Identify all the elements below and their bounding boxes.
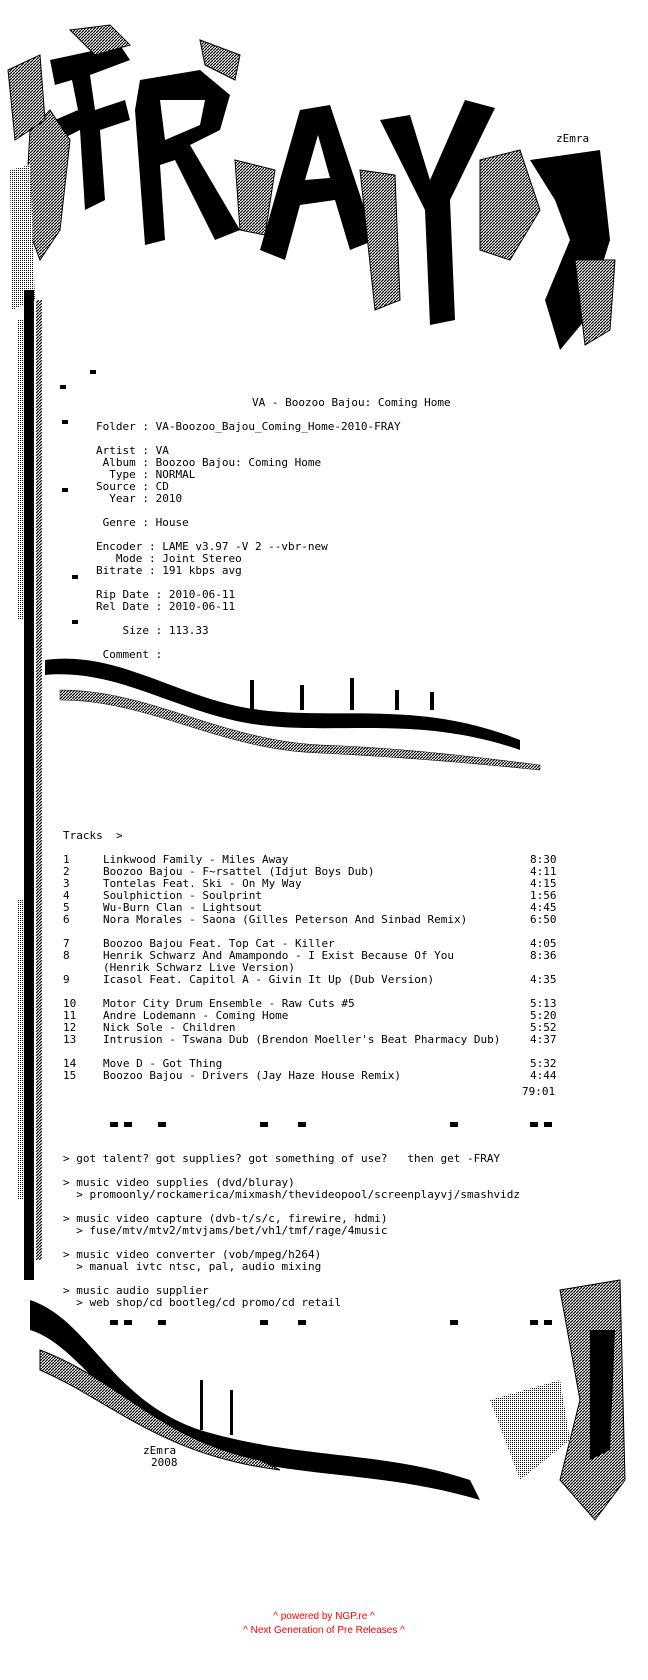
info-line: Album : Boozoo Bajou: Coming Home: [96, 456, 322, 469]
info-line: Encoder : LAME v3.97 -V 2 --vbr-new: [96, 540, 328, 553]
ad-line: > got talent? got supplies? got something of use? then get -FRAY: [63, 1152, 501, 1165]
info-line: Genre : House: [96, 516, 189, 529]
total-runtime: 79:01: [522, 1085, 556, 1098]
ad-line: > web shop/cd bootleg/cd promo/cd retail: [63, 1296, 342, 1309]
track-title: Intrusion - Tswana Dub (Brendon Moeller's Beat Pharmacy Dub): [103, 1033, 501, 1046]
tracks-header: Tracks >: [63, 829, 123, 842]
track-row: [63, 1034, 583, 1058]
ad-line: > music video capture (dvb-t/s/c, firewire, hdmi): [63, 1212, 388, 1225]
track-duration: 4:11: [530, 865, 557, 878]
track-duration: 4:37: [530, 1033, 557, 1046]
info-line: Type : NORMAL: [96, 468, 196, 481]
track-title: Boozoo Bajou Feat. Top Cat - Killer: [103, 937, 335, 950]
wave-divider: [45, 659, 540, 770]
track-title: Andre Lodemann - Coming Home: [103, 1009, 289, 1022]
track-duration: 4:05: [530, 937, 557, 950]
track-title: Henrik Schwarz And Amampondo - I Exist Because Of You (Henrik Schwarz Live Version): [103, 949, 454, 974]
track-duration: 1:56: [530, 889, 557, 902]
track-number: 2: [63, 865, 70, 878]
ad-line: > music video supplies (dvd/bluray): [63, 1176, 295, 1189]
ad-line: > music video converter (vob/mpeg/h264): [63, 1248, 322, 1261]
track-title: Soulphiction - Soulprint: [103, 889, 262, 902]
track-title: Nora Morales - Saona (Gilles Peterson And Sinbad Remix): [103, 913, 468, 926]
info-line: Size : 113.33: [96, 624, 209, 637]
track-row: [63, 914, 583, 938]
ad-line: > music audio supplier: [63, 1284, 209, 1297]
artist-tag-bottom: zEmra: [143, 1444, 177, 1457]
track-title: Tontelas Feat. Ski - On My Way: [103, 877, 302, 890]
track-number: 4: [63, 889, 70, 902]
track-duration: 8:30: [530, 853, 557, 866]
release-title: VA - Boozoo Bajou: Coming Home: [252, 396, 451, 409]
left-border: [18, 290, 42, 1280]
track-number: 8: [63, 949, 70, 962]
track-number: 10: [63, 997, 77, 1010]
track-duration: 5:20: [530, 1009, 557, 1022]
bottom-swoosh: [30, 1280, 625, 1520]
track-title: Icasol Feat. Capitol A - Givin It Up (Dub Version): [103, 973, 435, 986]
track-duration: 5:32: [530, 1057, 557, 1070]
info-line: Artist : VA: [96, 444, 169, 457]
artist-tag-year: 2008: [151, 1456, 178, 1469]
track-number: 1: [63, 853, 70, 866]
release-info-block: [96, 421, 401, 661]
scatter-dots: [60, 370, 96, 624]
track-duration: 4:35: [530, 973, 557, 986]
track-duration: 4:45: [530, 901, 557, 914]
track-row: [63, 950, 583, 974]
track-number: 7: [63, 937, 70, 950]
track-number: 11: [63, 1009, 77, 1022]
track-title: Move D - Got Thing: [103, 1057, 223, 1070]
info-line: Year : 2010: [96, 492, 183, 505]
info-line: Folder : VA-Boozoo_Bajou_Coming_Home-2010-FRAY: [96, 420, 401, 433]
track-title: Wu-Burn Clan - Lightsout: [103, 901, 262, 914]
track-title: Motor City Drum Ensemble - Raw Cuts #5: [103, 997, 355, 1010]
info-line: Rip Date : 2010-06-11: [96, 588, 236, 601]
track-title: Boozoo Bajou - F~rsattel (Idjut Boys Dub): [103, 865, 375, 878]
ad-line: > manual ivtc ntsc, pal, audio mixing: [63, 1260, 322, 1273]
track-row: [63, 1070, 583, 1082]
track-number: 6: [63, 913, 70, 926]
track-row: [63, 974, 583, 998]
track-duration: 8:36: [530, 949, 557, 962]
track-duration: 4:44: [530, 1069, 557, 1082]
track-title: Nick Sole - Children: [103, 1021, 236, 1034]
track-number: 14: [63, 1057, 77, 1070]
info-line: Mode : Joint Stereo: [96, 552, 242, 565]
track-title: Boozoo Bajou - Drivers (Jay Haze House Remix): [103, 1069, 402, 1082]
track-number: 3: [63, 877, 70, 890]
track-title: Linkwood Family - Miles Away: [103, 853, 289, 866]
track-number: 12: [63, 1021, 77, 1034]
footer-tagline: ^ Next Generation of Pre Releases ^: [243, 1625, 405, 1636]
ad-line: > promoonly/rockamerica/mixmash/thevideopool/screenplayvj/smashvidz: [63, 1188, 520, 1201]
track-duration: 4:15: [530, 877, 557, 890]
ad-line: > fuse/mtv/mtv2/mtvjams/bet/vh1/tmf/rage/4music: [63, 1224, 388, 1237]
info-line: Bitrate : 191 kbps avg: [96, 564, 242, 577]
track-duration: 6:50: [530, 913, 557, 926]
track-list: [63, 854, 583, 1082]
track-number: 9: [63, 973, 70, 986]
info-line: Source : CD: [96, 480, 169, 493]
info-line: Rel Date : 2010-06-11: [96, 600, 236, 613]
track-number: 5: [63, 901, 70, 914]
track-number: 15: [63, 1069, 77, 1082]
info-line: Comment :: [96, 648, 163, 661]
footer-powered-by: ^ powered by NGP.re ^: [273, 1611, 375, 1622]
fray-logo: [8, 25, 615, 350]
track-number: 13: [63, 1033, 77, 1046]
track-duration: 5:52: [530, 1021, 557, 1034]
track-duration: 5:13: [530, 997, 557, 1010]
artist-tag-top: zEmra: [556, 132, 590, 145]
group-ads-block: [63, 1153, 520, 1309]
